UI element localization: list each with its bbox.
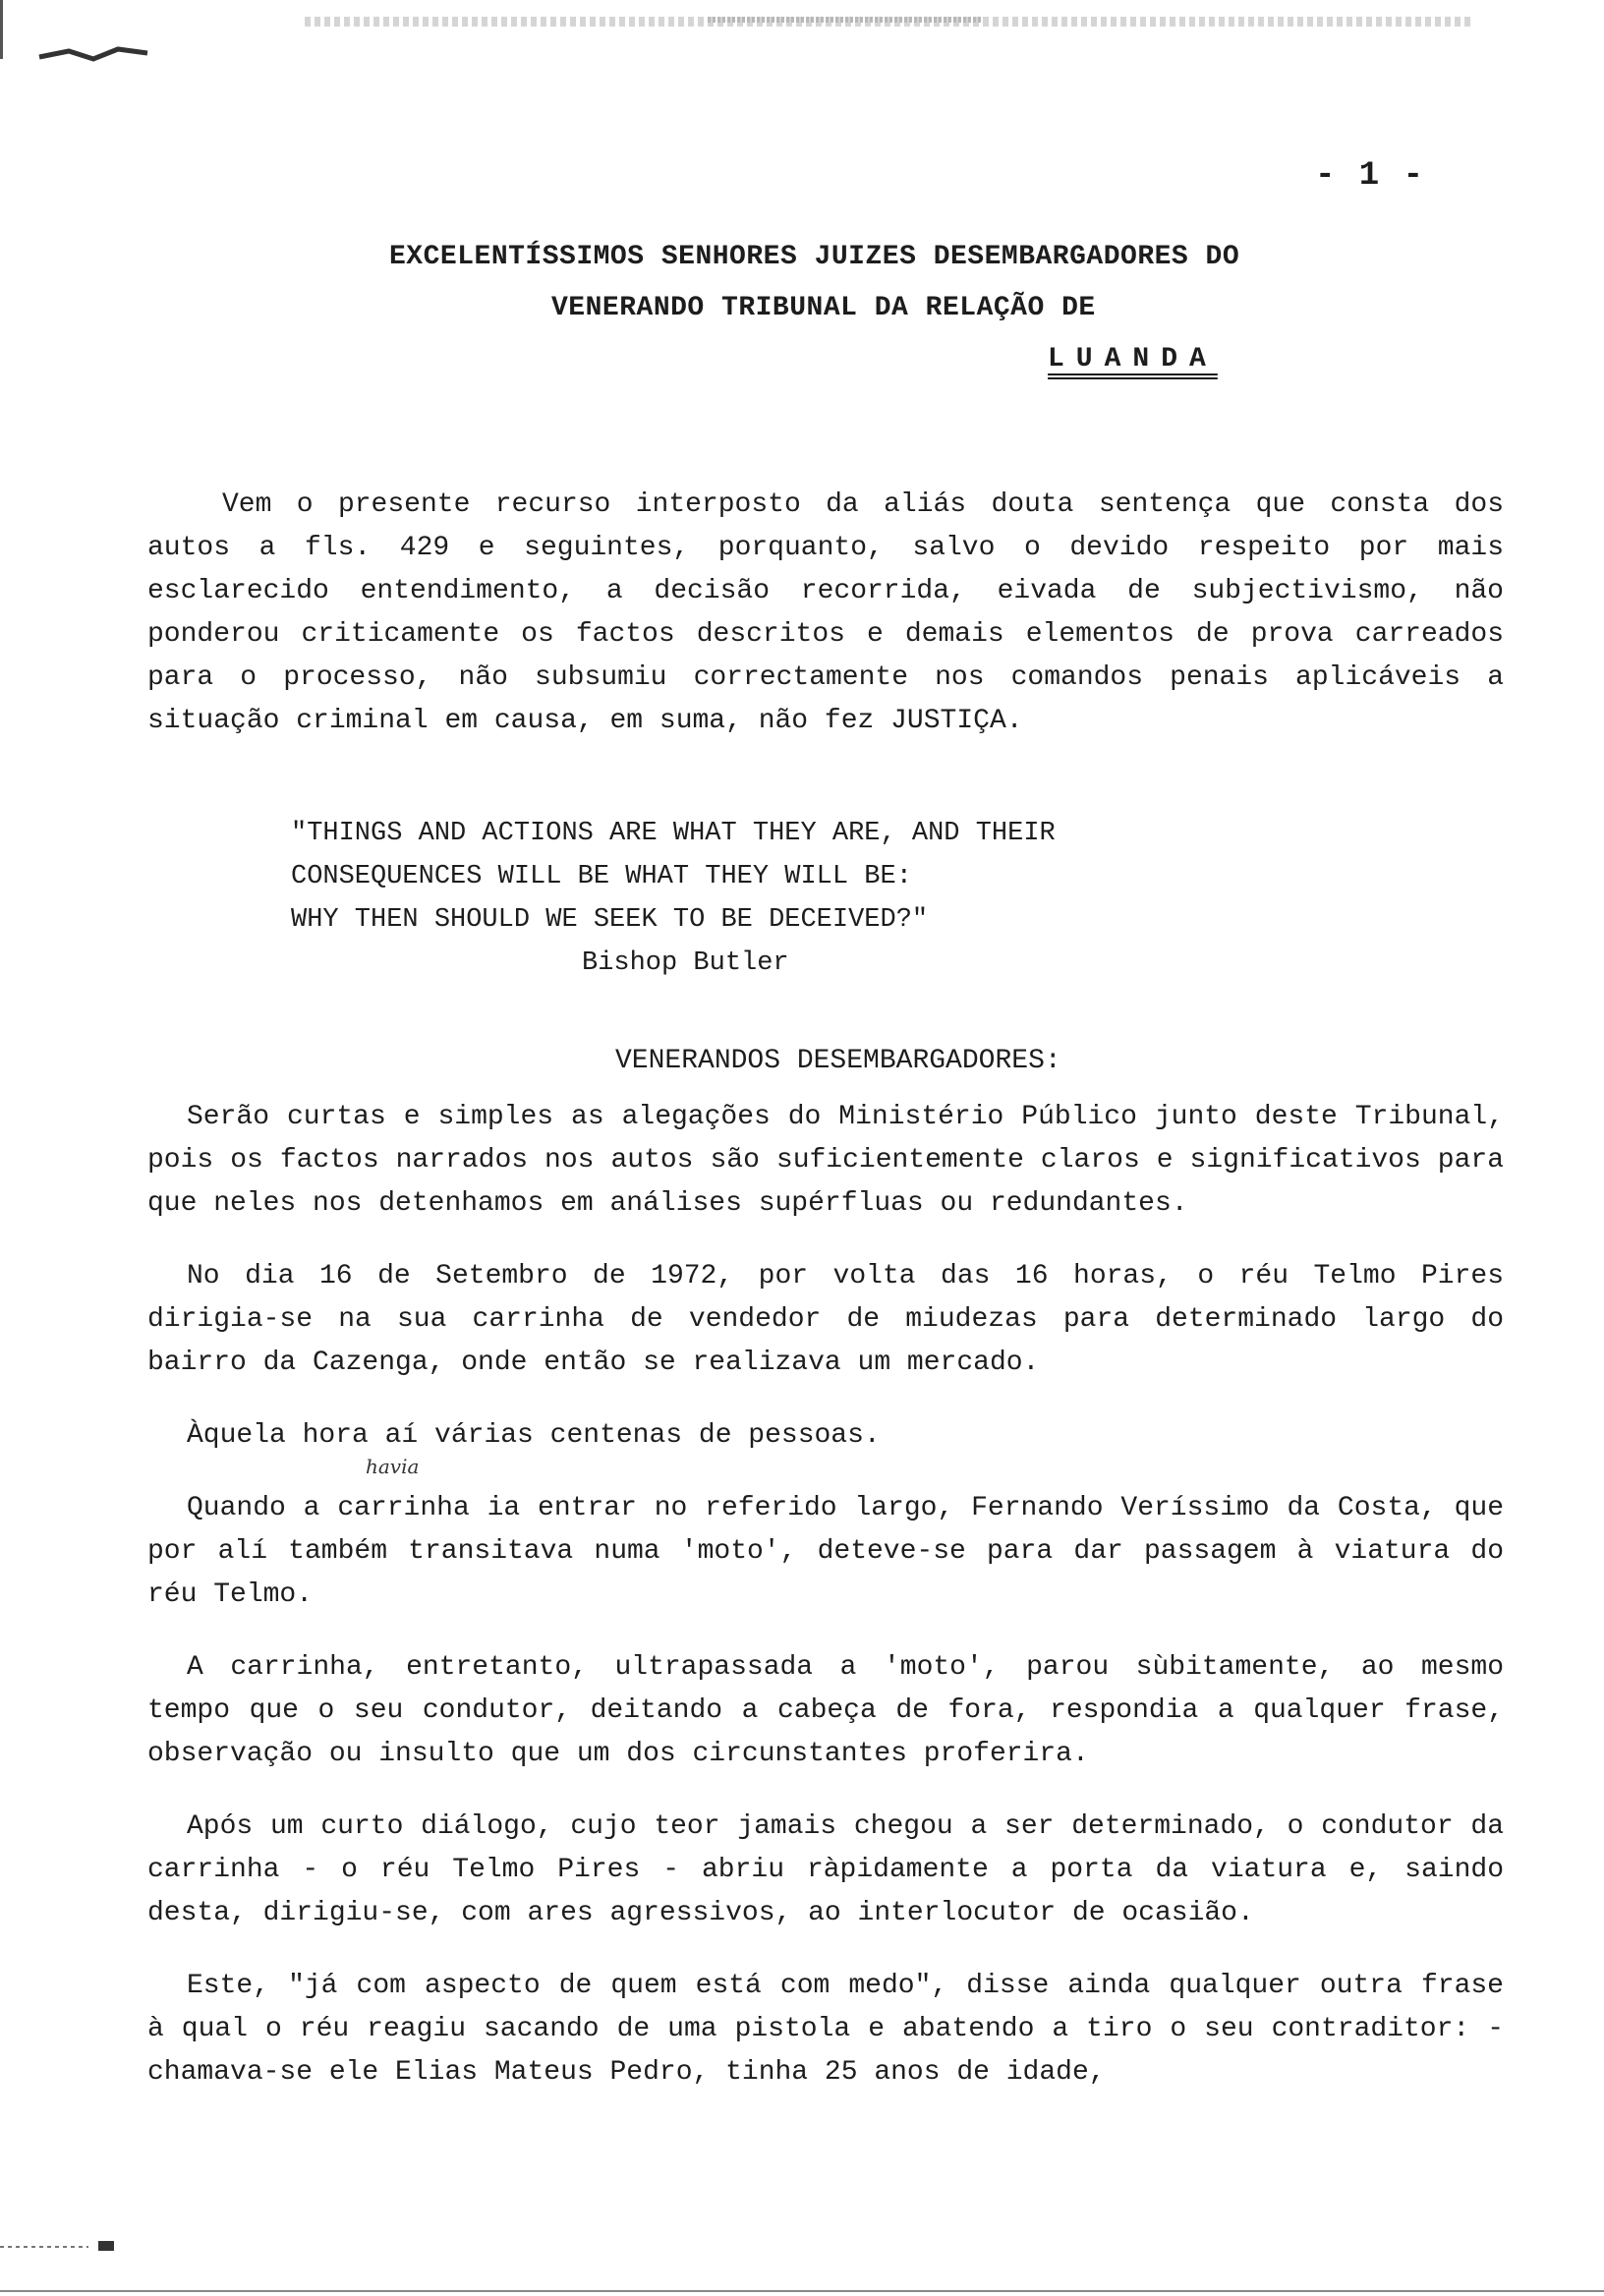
- salutation-line-1: EXCELENTÍSSIMOS SENHORES JUIZES DESEMBARGADORES DO: [389, 242, 1240, 272]
- quote-author: Bishop Butler: [582, 948, 789, 978]
- allegations-block: [147, 1096, 1504, 2124]
- scan-mark-bottom: [0, 2237, 138, 2257]
- salutation-line-2: VENERANDO TRIBUNAL DA RELAÇÃO DE: [551, 293, 1096, 323]
- paragraph: Quando a carrinha ia entrar no referido largo, Fernando Veríssimo da Costa, que por alí também transitava numa 'moto', deteve-se para dar passagem à viatura do réu Telmo.: [147, 1493, 1504, 1610]
- salutation-city: LUANDA: [1048, 344, 1218, 374]
- paragraph: Serão curtas e simples as alegações do Ministério Público junto deste Tribunal, pois os factos narrados nos autos são suficientemente claros e significativos para que neles nos detenhamos em análises supérfluas ou redundantes.: [147, 1102, 1504, 1219]
- quote-line-3: WHY THEN SHOULD WE SEEK TO BE DECEIVED?": [291, 905, 929, 935]
- intro-block: [147, 484, 1504, 743]
- paragraph: Este, "já com aspecto de quem está com medo", disse ainda qualquer outra frase à qual o réu reagiu sacando de uma pistola e abatendo a tiro o seu contraditor: - chamava-se ele Elias Mateus Pedro, tinha 25 anos de idade,: [147, 1971, 1504, 2088]
- page-number: - 1 -: [1314, 157, 1425, 195]
- paragraph: Àquela hora aí várias centenas de pessoas.: [187, 1420, 881, 1451]
- paragraph: No dia 16 de Setembro de 1972, por volta das 16 horas, o réu Telmo Pires dirigia-se na sua carrinha de vendedor de miudezas para determinado largo do bairro da Cazenga, onde então se realizava um mercado.: [147, 1261, 1504, 1378]
- scan-noise-top: [0, 0, 1604, 79]
- paragraph: Após um curto diálogo, cujo teor jamais chegou a ser determinado, o condutor da carrinha - o réu Telmo Pires - abriu ràpidamente a porta da viatura e, saindo desta, dirigiu-se, com ares agressivos, ao interlocutor de ocasião.: [147, 1811, 1504, 1928]
- paragraph: A carrinha, entretanto, ultrapassada a 'moto', parou sùbitamente, ao mesmo tempo que o seu condutor, deitando a cabeça de fora, respondia a qualquer frase, observação ou insulto que um dos circunstantes proferira.: [147, 1652, 1504, 1769]
- salutation: [389, 232, 1313, 385]
- intro-paragraph: Vem o presente recurso interposto da aliás douta sentença que consta dos autos a fls. 429 e seguintes, porquanto, salvo o devido respeito por mais esclarecido entendimento, a decisão recorrida, eivada de subjectivismo, não ponderou criticamente os factos descritos e demais elementos de prova carreados para o processo, não subsumiu correctamente nos comandos penais aplicáveis a situação criminal em causa, em suma, não fez JUSTIÇA.: [147, 489, 1504, 736]
- quote-line-2: CONSEQUENCES WILL BE WHAT THEY WILL BE:: [291, 862, 912, 891]
- handwritten-note: havia: [366, 1455, 420, 1478]
- epigraph-quote: [291, 812, 1274, 985]
- section-heading: VENERANDOS DESEMBARGADORES:: [615, 1046, 1061, 1076]
- page-edge: [0, 2290, 1604, 2292]
- quote-line-1: "THINGS AND ACTIONS ARE WHAT THEY ARE, AND THEIR: [291, 819, 1056, 848]
